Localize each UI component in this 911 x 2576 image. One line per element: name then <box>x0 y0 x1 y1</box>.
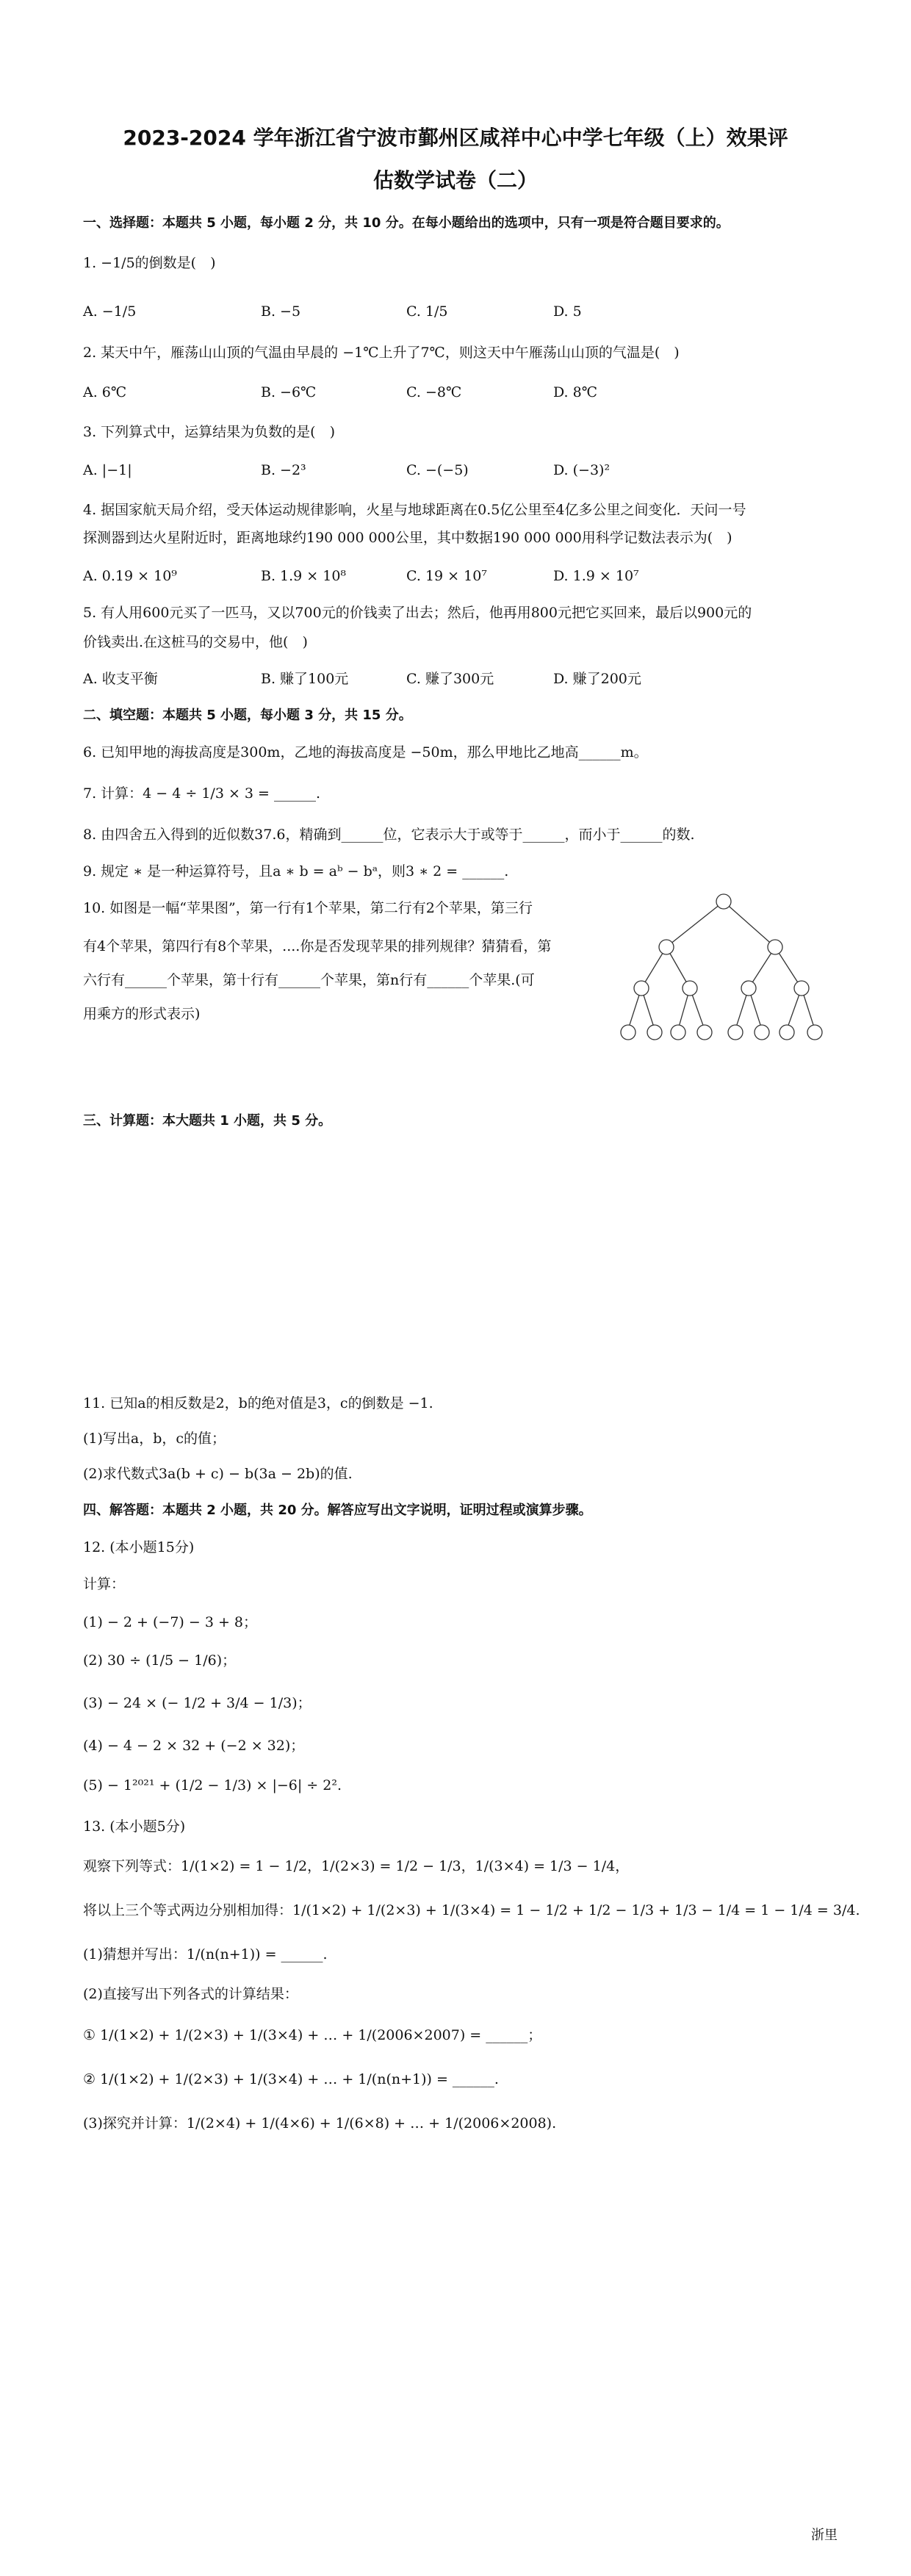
q3-option-b: B. −2³ <box>261 462 306 478</box>
section-3-heading: 三、计算题：本大题共 1 小题，共 5 分。 <box>83 1113 332 1129</box>
apple-tree-figure <box>613 885 841 1051</box>
q1-option-a: A. −1/5 <box>83 303 137 320</box>
q4-option-d: D. 1.9 × 10⁷ <box>553 568 639 584</box>
q7-text: 7. 计算：4 − 4 ÷ 1/3 × 3 = ______. <box>83 785 321 802</box>
q13-part-1: (1)猜想并写出：1/(n(n+1)) = ______. <box>83 1946 328 1962</box>
apple-row-4 <box>779 1025 794 1040</box>
q12-part-1: (1) − 2 + (−7) − 3 + 8； <box>83 1614 258 1630</box>
q3-stem: 3. 下列算式中，运算结果为负数的是( ) <box>83 424 335 440</box>
apple-row-4 <box>647 1025 662 1040</box>
q4-option-a: A. 0.19 × 10⁹ <box>83 568 177 584</box>
apple-row-4 <box>728 1025 743 1040</box>
q3-option-d: D. (−3)² <box>553 462 611 478</box>
q1-stem: 1. −1/5的倒数是( ) <box>83 255 216 271</box>
q5-stem-line-2: 价钱卖出.在这桩马的交易中，他( ) <box>83 634 308 650</box>
q4-option-b: B. 1.9 × 10⁸ <box>261 568 347 584</box>
q11-line-3: (2)求代数式3a(b + c) − b(3a − 2b)的值. <box>83 1466 353 1482</box>
q13-part-3: (3)探究并计算：1/(2×4) + 1/(4×6) + 1/(6×8) + … + 1/(2006×2008). <box>83 2115 557 2131</box>
q12-line-2: 计算： <box>83 1576 126 1592</box>
q2-option-d: D. 8℃ <box>553 384 597 400</box>
q5-option-b: B. 赚了100元 <box>261 671 349 687</box>
q13-part-2-item-2: ② 1/(1×2) + 1/(2×3) + 1/(3×4) + … + 1/(n(n+1)) = ______. <box>83 2071 499 2087</box>
exam-title-line-1: 2023-2024 学年浙江省宁波市鄞州区咸祥中心中学七年级（上）效果评 <box>123 126 788 150</box>
apple-row-3 <box>794 981 809 996</box>
q11-line-1: 11. 已知a的相反数是2，b的绝对值是3，c的倒数是 −1. <box>83 1395 433 1411</box>
q11-line-2: (1)写出a，b，c的值； <box>83 1431 226 1447</box>
q13-line-3: 将以上三个等式两边分别相加得：1/(1×2) + 1/(2×3) + 1/(3×4) = 1 − 1/2 + 1/2 − 1/3 + 1/3 − 1/4 = 1 − 1/4 = 3/4. <box>83 1902 860 1918</box>
apple-row-4 <box>697 1025 712 1040</box>
q5-option-c: C. 赚了300元 <box>406 671 494 687</box>
apple-row-4 <box>807 1025 822 1040</box>
section-1-heading: 一、选择题：本题共 5 小题，每小题 2 分，共 10 分。在每小题给出的选项中，只有一项是符合题目要求的。 <box>83 215 730 231</box>
q12-part-4: (4) − 4 − 2 × 32 + (−2 × 32)； <box>83 1738 305 1754</box>
apple-row-2 <box>659 940 674 954</box>
q13-line-1: 13. (本小题5分) <box>83 1818 186 1835</box>
q10-line-2: 有4个苹果，第四行有8个苹果，....你是否发现苹果的排列规律？猜猜看，第 <box>83 938 552 954</box>
q2-option-a: A. 6℃ <box>83 384 127 400</box>
q2-option-c: C. −8℃ <box>406 384 462 400</box>
q12-part-2: (2) 30 ÷ (1/5 − 1/6)； <box>83 1652 237 1669</box>
q9-text: 9. 规定 ∗ 是一种运算符号，且a ∗ b = aᵇ − bᵃ，则3 ∗ 2 = ______. <box>83 863 509 879</box>
q3-option-a: A. |−1| <box>83 462 132 478</box>
q13-line-2: 观察下列等式：1/(1×2) = 1 − 1/2，1/(2×3) = 1/2 − 1/3，1/(3×4) = 1/3 − 1/4， <box>83 1858 630 1874</box>
q12-part-3: (3) − 24 × (− 1/2 + 3/4 − 1/3)； <box>83 1695 312 1711</box>
q8-text: 8. 由四舍五入得到的近似数37.6，精确到______位，它表示大于或等于______，而小于______的数. <box>83 827 695 843</box>
q5-option-a: A. 收支平衡 <box>83 671 158 687</box>
q6-text: 6. 已知甲地的海拔高度是300m，乙地的海拔高度是 −50m，那么甲地比乙地高______m。 <box>83 744 648 760</box>
q4-stem-line-2: 探测器到达火星附近时，距离地球约190 000 000公里，其中数据190 000 000用科学记数法表示为( ) <box>83 530 732 546</box>
exam-title-line-2: 估数学试卷（二） <box>372 168 538 193</box>
q10-line-3: 六行有______个苹果，第十行有______个苹果，第n行有______个苹果.(可 <box>83 972 535 988</box>
q5-stem-line-1: 5. 有人用600元买了一匹马，又以700元的价钱卖了出去；然后，他再用800元把它买回来，最后以900元的 <box>83 605 752 621</box>
q3-option-c: C. −(−5) <box>406 462 469 478</box>
section-4-heading: 四、解答题：本题共 2 小题，共 20 分。解答应写出文字说明，证明过程或演算步骤。 <box>83 1503 592 1518</box>
q10-line-4: 用乘方的形式表示) <box>83 1006 201 1022</box>
q2-stem: 2. 某天中午，雁荡山山顶的气温由早晨的 −1℃上升了7℃，则这天中午雁荡山山顶的气温是( ) <box>83 345 680 361</box>
q13-part-2: (2)直接写出下列各式的计算结果： <box>83 1986 298 2002</box>
section-2-heading: 二、填空题：本题共 5 小题，每小题 3 分，共 15 分。 <box>83 708 412 723</box>
apple-row-1 <box>716 894 731 909</box>
q4-stem-line-1: 4. 据国家航天局介绍，受天体运动规律影响，火星与地球距离在0.5亿公里至4亿多公里之间变化．天问一号 <box>83 502 746 518</box>
q12-line-1: 12. (本小题15分) <box>83 1539 195 1555</box>
q13-part-2-item-1: ① 1/(1×2) + 1/(2×3) + 1/(3×4) + … + 1/(2006×2007) = ______； <box>83 2027 542 2043</box>
apple-row-4 <box>621 1025 635 1040</box>
q4-option-c: C. 19 × 10⁷ <box>406 568 487 584</box>
apple-row-3 <box>634 981 649 996</box>
page-footer: 浙里 <box>811 2528 838 2543</box>
q2-option-b: B. −6℃ <box>261 384 317 400</box>
q5-option-d: D. 赚了200元 <box>553 671 641 687</box>
q1-option-b: B. −5 <box>261 303 301 320</box>
apple-row-3 <box>741 981 756 996</box>
apple-row-3 <box>683 981 697 996</box>
q1-option-c: C. 1/5 <box>406 303 448 320</box>
apple-row-4 <box>755 1025 769 1040</box>
apple-row-2 <box>768 940 782 954</box>
apple-row-4 <box>671 1025 685 1040</box>
q10-line-1: 10. 如图是一幅“苹果图”，第一行有1个苹果，第二行有2个苹果，第三行 <box>83 900 533 916</box>
q1-option-d: D. 5 <box>553 303 582 320</box>
q12-part-5: (5) − 1²⁰²¹ + (1/2 − 1/3) × |−6| ÷ 2². <box>83 1777 342 1794</box>
